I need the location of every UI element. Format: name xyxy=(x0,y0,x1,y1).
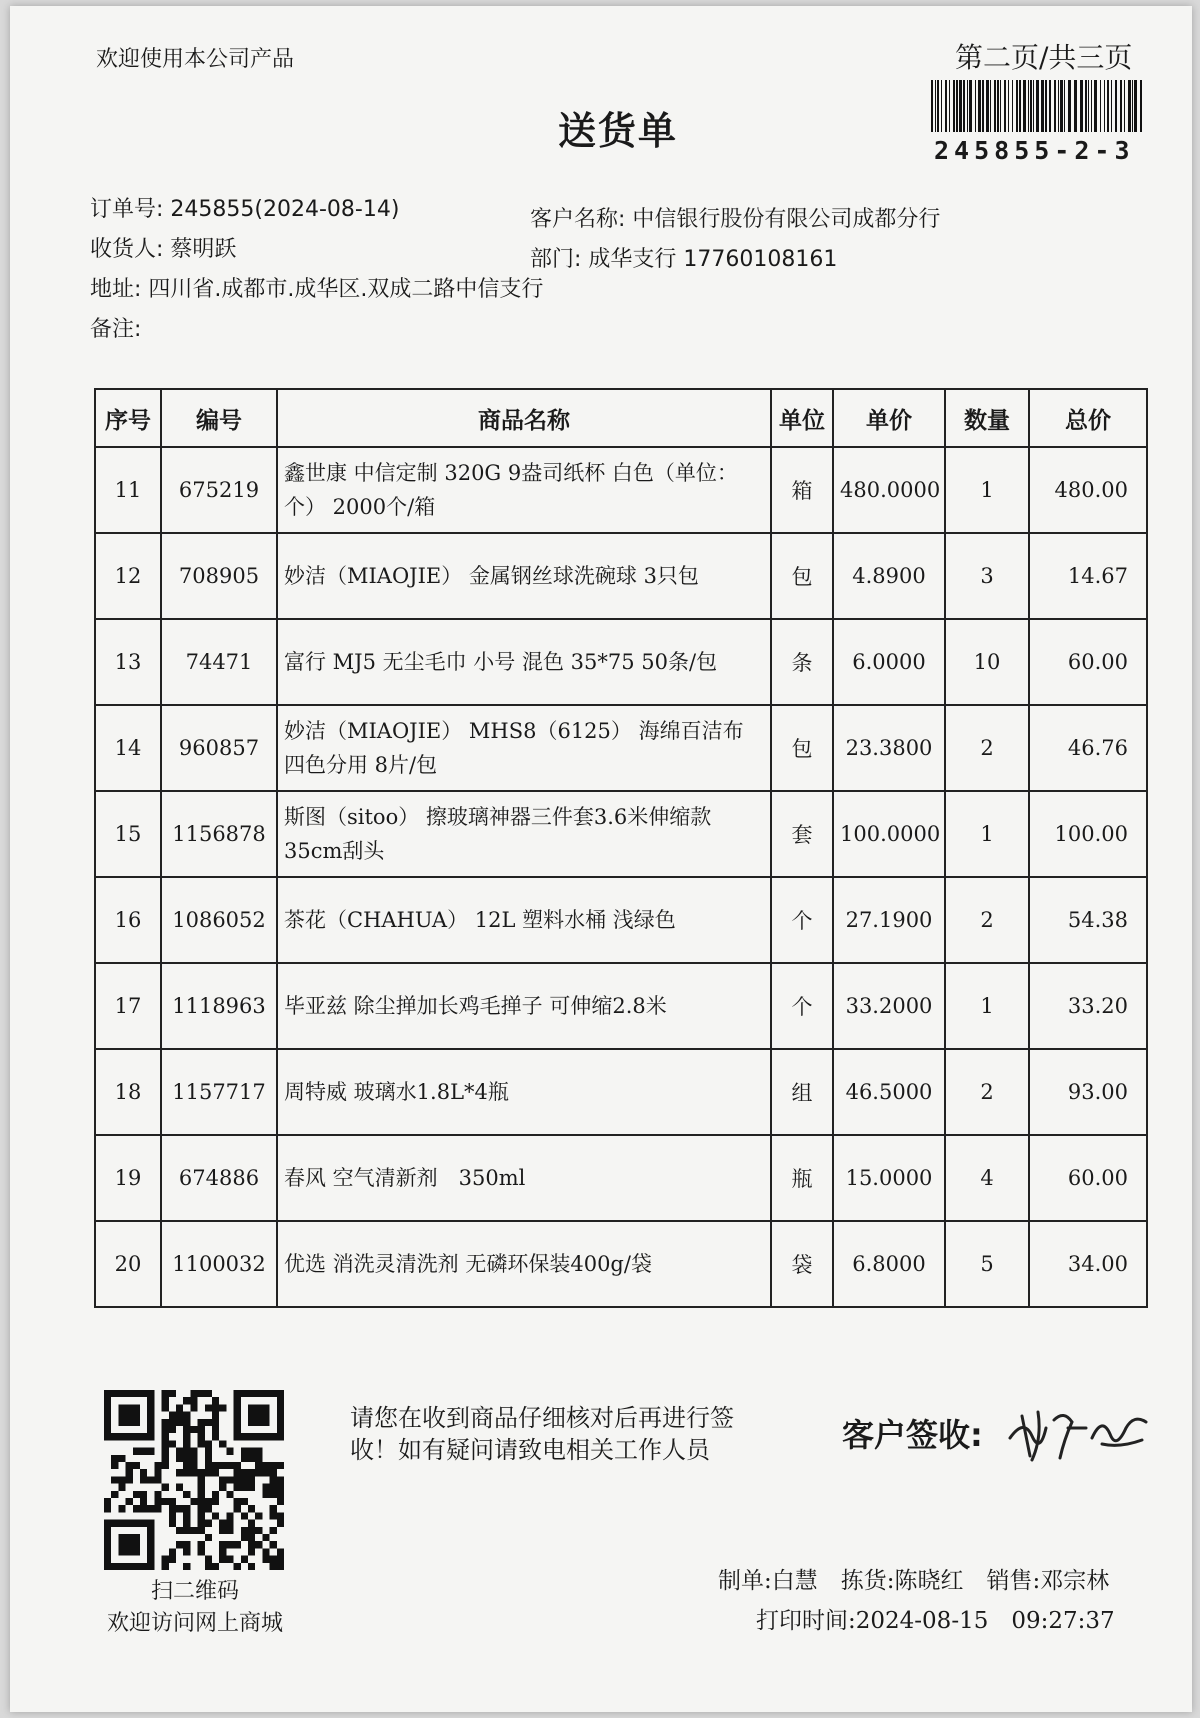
delivery-note-paper xyxy=(10,6,1192,1712)
header-price: 单价 xyxy=(833,389,945,447)
cell-name: 毕亚兹 除尘掸加长鸡毛掸子 可伸缩2.8米 xyxy=(277,963,771,1049)
cell-seq: 17 xyxy=(95,963,161,1049)
table-header-row xyxy=(95,389,1147,447)
cell-price: 6.8000 xyxy=(833,1221,945,1307)
cell-name: 周特威 玻璃水1.8L*4瓶 xyxy=(277,1049,771,1135)
cell-unit: 个 xyxy=(771,877,833,963)
cell-unit: 箱 xyxy=(771,447,833,533)
table-row xyxy=(95,447,1147,533)
cell-total: 60.00 xyxy=(1029,619,1147,705)
page-info: 第二页/共三页 xyxy=(955,41,1133,74)
handwritten-signature xyxy=(1002,1398,1152,1468)
qr-code-image xyxy=(104,1390,284,1570)
receiver-label: 收货人: xyxy=(90,237,164,262)
cell-seq: 20 xyxy=(95,1221,161,1307)
cell-code: 708905 xyxy=(161,533,277,619)
cell-qty: 10 xyxy=(945,619,1029,705)
table-row xyxy=(95,963,1147,1049)
cell-price: 4.8900 xyxy=(833,533,945,619)
remark-label: 备注: xyxy=(90,317,142,342)
cell-qty: 1 xyxy=(945,963,1029,1049)
cell-seq: 19 xyxy=(95,1135,161,1221)
table-row xyxy=(95,533,1147,619)
cell-price: 23.3800 xyxy=(833,705,945,791)
customer-value: 中信银行股份有限公司成都分行 xyxy=(632,207,941,232)
cell-name: 妙洁（MIAOJIE） MHS8（6125） 海绵百洁布四色分用 8片/包 xyxy=(277,705,771,791)
cell-unit: 包 xyxy=(771,533,833,619)
customer-row xyxy=(530,202,940,233)
cell-total: 93.00 xyxy=(1029,1049,1147,1135)
table-row xyxy=(95,1221,1147,1307)
department-label: 部门: xyxy=(530,247,582,272)
cell-qty: 2 xyxy=(945,877,1029,963)
cell-price: 15.0000 xyxy=(833,1135,945,1221)
remark-row xyxy=(90,312,141,343)
header-total: 总价 xyxy=(1029,389,1147,447)
cell-name: 茶花（CHAHUA） 12L 塑料水桶 浅绿色 xyxy=(277,877,771,963)
cell-code: 674886 xyxy=(161,1135,277,1221)
cell-unit: 个 xyxy=(771,963,833,1049)
print-time: 打印时间:2024-08-15 09:27:37 xyxy=(756,1608,1115,1634)
cell-code: 1156878 xyxy=(161,791,277,877)
table-row xyxy=(95,791,1147,877)
address-value: 四川省.成都市.成华区.双成二路中信支行 xyxy=(148,277,544,302)
cell-unit: 包 xyxy=(771,705,833,791)
cell-qty: 1 xyxy=(945,447,1029,533)
cell-name: 优选 消洗灵清洗剂 无磷环保装400g/袋 xyxy=(277,1221,771,1307)
cell-total: 54.38 xyxy=(1029,877,1147,963)
cell-seq: 15 xyxy=(95,791,161,877)
customer-sign-label: 客户签收: xyxy=(842,1416,983,1454)
qr-caption-line2: 欢迎访问网上商城 xyxy=(106,1611,283,1636)
cell-code: 1086052 xyxy=(161,877,277,963)
cell-qty: 5 xyxy=(945,1221,1029,1307)
cell-total: 480.00 xyxy=(1029,447,1147,533)
cell-qty: 3 xyxy=(945,533,1029,619)
cell-name: 春风 空气清新剂 350ml xyxy=(277,1135,771,1221)
cell-total: 100.00 xyxy=(1029,791,1147,877)
header-qty: 数量 xyxy=(945,389,1029,447)
cell-name: 富行 MJ5 无尘毛巾 小号 混色 35*75 50条/包 xyxy=(277,619,771,705)
cell-code: 1118963 xyxy=(161,963,277,1049)
table-row xyxy=(95,619,1147,705)
order-number-row xyxy=(90,192,399,223)
cell-name: 鑫世康 中信定制 320G 9盎司纸杯 白色（单位：个） 2000个/箱 xyxy=(277,447,771,533)
header-seq: 序号 xyxy=(95,389,161,447)
cell-seq: 16 xyxy=(95,877,161,963)
table-row xyxy=(95,1135,1147,1221)
barcode-image xyxy=(931,80,1145,132)
cell-unit: 条 xyxy=(771,619,833,705)
barcode-number: 245855-2-3 xyxy=(934,136,1135,165)
order-number-value: 245855(2024-08-14) xyxy=(170,197,400,222)
department-value: 成华支行 17760108161 xyxy=(588,247,838,272)
qr-caption-line1: 扫二维码 xyxy=(150,1579,239,1604)
cell-unit: 套 xyxy=(771,791,833,877)
cell-code: 74471 xyxy=(161,619,277,705)
cell-seq: 13 xyxy=(95,619,161,705)
cell-unit: 袋 xyxy=(771,1221,833,1307)
address-label: 地址: xyxy=(90,277,142,302)
cell-total: 14.67 xyxy=(1029,533,1147,619)
cell-qty: 4 xyxy=(945,1135,1029,1221)
cell-name: 斯图（sitoo） 擦玻璃神器三件套3.6米伸缩款35cm刮头 xyxy=(277,791,771,877)
cell-code: 1157717 xyxy=(161,1049,277,1135)
welcome-text: 欢迎使用本公司产品 xyxy=(96,47,295,72)
cell-qty: 2 xyxy=(945,1049,1029,1135)
cell-qty: 1 xyxy=(945,791,1029,877)
address-row xyxy=(90,272,543,303)
cell-unit: 瓶 xyxy=(771,1135,833,1221)
cell-total: 60.00 xyxy=(1029,1135,1147,1221)
cell-price: 33.2000 xyxy=(833,963,945,1049)
cell-seq: 11 xyxy=(95,447,161,533)
header-code: 编号 xyxy=(161,389,277,447)
cell-qty: 2 xyxy=(945,705,1029,791)
receiver-value: 蔡明跃 xyxy=(170,237,237,262)
order-number-label: 订单号: xyxy=(90,197,164,222)
department-row xyxy=(530,242,837,273)
document-title: 送货单 xyxy=(558,109,679,153)
cell-price: 27.1900 xyxy=(833,877,945,963)
staff-info: 制单:白慧 拣货:陈晓红 销售:邓宗林 xyxy=(718,1568,1110,1594)
header-unit: 单位 xyxy=(771,389,833,447)
cell-seq: 14 xyxy=(95,705,161,791)
cell-code: 675219 xyxy=(161,447,277,533)
cell-price: 6.0000 xyxy=(833,619,945,705)
cell-name: 妙洁（MIAOJIE） 金属钢丝球洗碗球 3只包 xyxy=(277,533,771,619)
cell-price: 480.0000 xyxy=(833,447,945,533)
customer-label: 客户名称: xyxy=(530,207,626,232)
header-name: 商品名称 xyxy=(277,389,771,447)
cell-unit: 组 xyxy=(771,1049,833,1135)
items-table xyxy=(94,388,1148,1308)
cell-total: 33.20 xyxy=(1029,963,1147,1049)
cell-total: 46.76 xyxy=(1029,705,1147,791)
qr-caption xyxy=(90,1576,300,1640)
cell-total: 34.00 xyxy=(1029,1221,1147,1307)
cell-price: 100.0000 xyxy=(833,791,945,877)
cell-price: 46.5000 xyxy=(833,1049,945,1135)
table-row xyxy=(95,1049,1147,1135)
cell-code: 1100032 xyxy=(161,1221,277,1307)
cell-code: 960857 xyxy=(161,705,277,791)
receiver-row xyxy=(90,232,236,263)
table-row xyxy=(95,877,1147,963)
table-row xyxy=(95,705,1147,791)
cell-seq: 18 xyxy=(95,1049,161,1135)
cell-seq: 12 xyxy=(95,533,161,619)
notice-text: 请您在收到商品仔细核对后再进行签收！如有疑问请致电相关工作人员 xyxy=(350,1404,734,1464)
